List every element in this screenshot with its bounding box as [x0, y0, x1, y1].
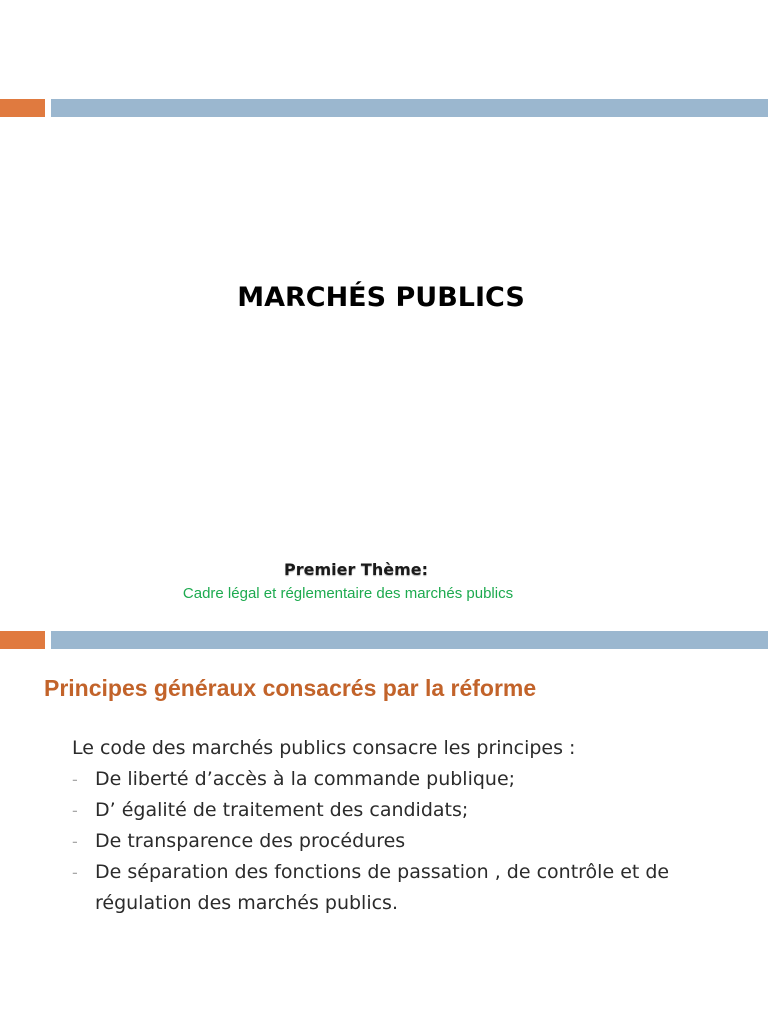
intro-paragraph: Le code des marchés publics consacre les principes :	[72, 737, 576, 759]
bullet-dash: -	[72, 863, 78, 882]
section-title: Principes généraux consacrés par la réforme	[44, 675, 537, 701]
bullet-dash: -	[72, 832, 78, 851]
list-item-text: D’ égalité de traitement des candidats;	[95, 799, 469, 821]
slide-header-bar	[0, 99, 768, 117]
list-item-text: De transparence des procédures	[95, 830, 406, 852]
theme-subtitle: Cadre légal et réglementaire des marchés publics	[182, 585, 514, 602]
header-bar-blue-strip	[51, 99, 768, 117]
list-item	[72, 826, 712, 857]
slide-header-bar	[0, 631, 768, 649]
header-bar-blue-strip	[51, 631, 768, 649]
principles-list	[72, 764, 712, 919]
bullet-dash: -	[72, 801, 78, 820]
list-item-text: De séparation des fonctions de passation , de contrôle et de régulation des marchés publics.	[95, 861, 670, 914]
bullet-dash: -	[72, 770, 78, 789]
slide-title: MARCHÉS PUBLICS	[237, 282, 525, 313]
slide-body	[72, 733, 712, 919]
header-bar-orange-block	[0, 99, 45, 117]
list-item-text: De liberté d’accès à la commande publique;	[95, 768, 516, 790]
list-item	[72, 795, 712, 826]
list-item	[72, 857, 712, 919]
content-slide	[0, 620, 768, 1024]
list-item	[72, 764, 712, 795]
theme-heading: Premier Thème:	[283, 560, 428, 579]
header-bar-orange-block	[0, 631, 45, 649]
